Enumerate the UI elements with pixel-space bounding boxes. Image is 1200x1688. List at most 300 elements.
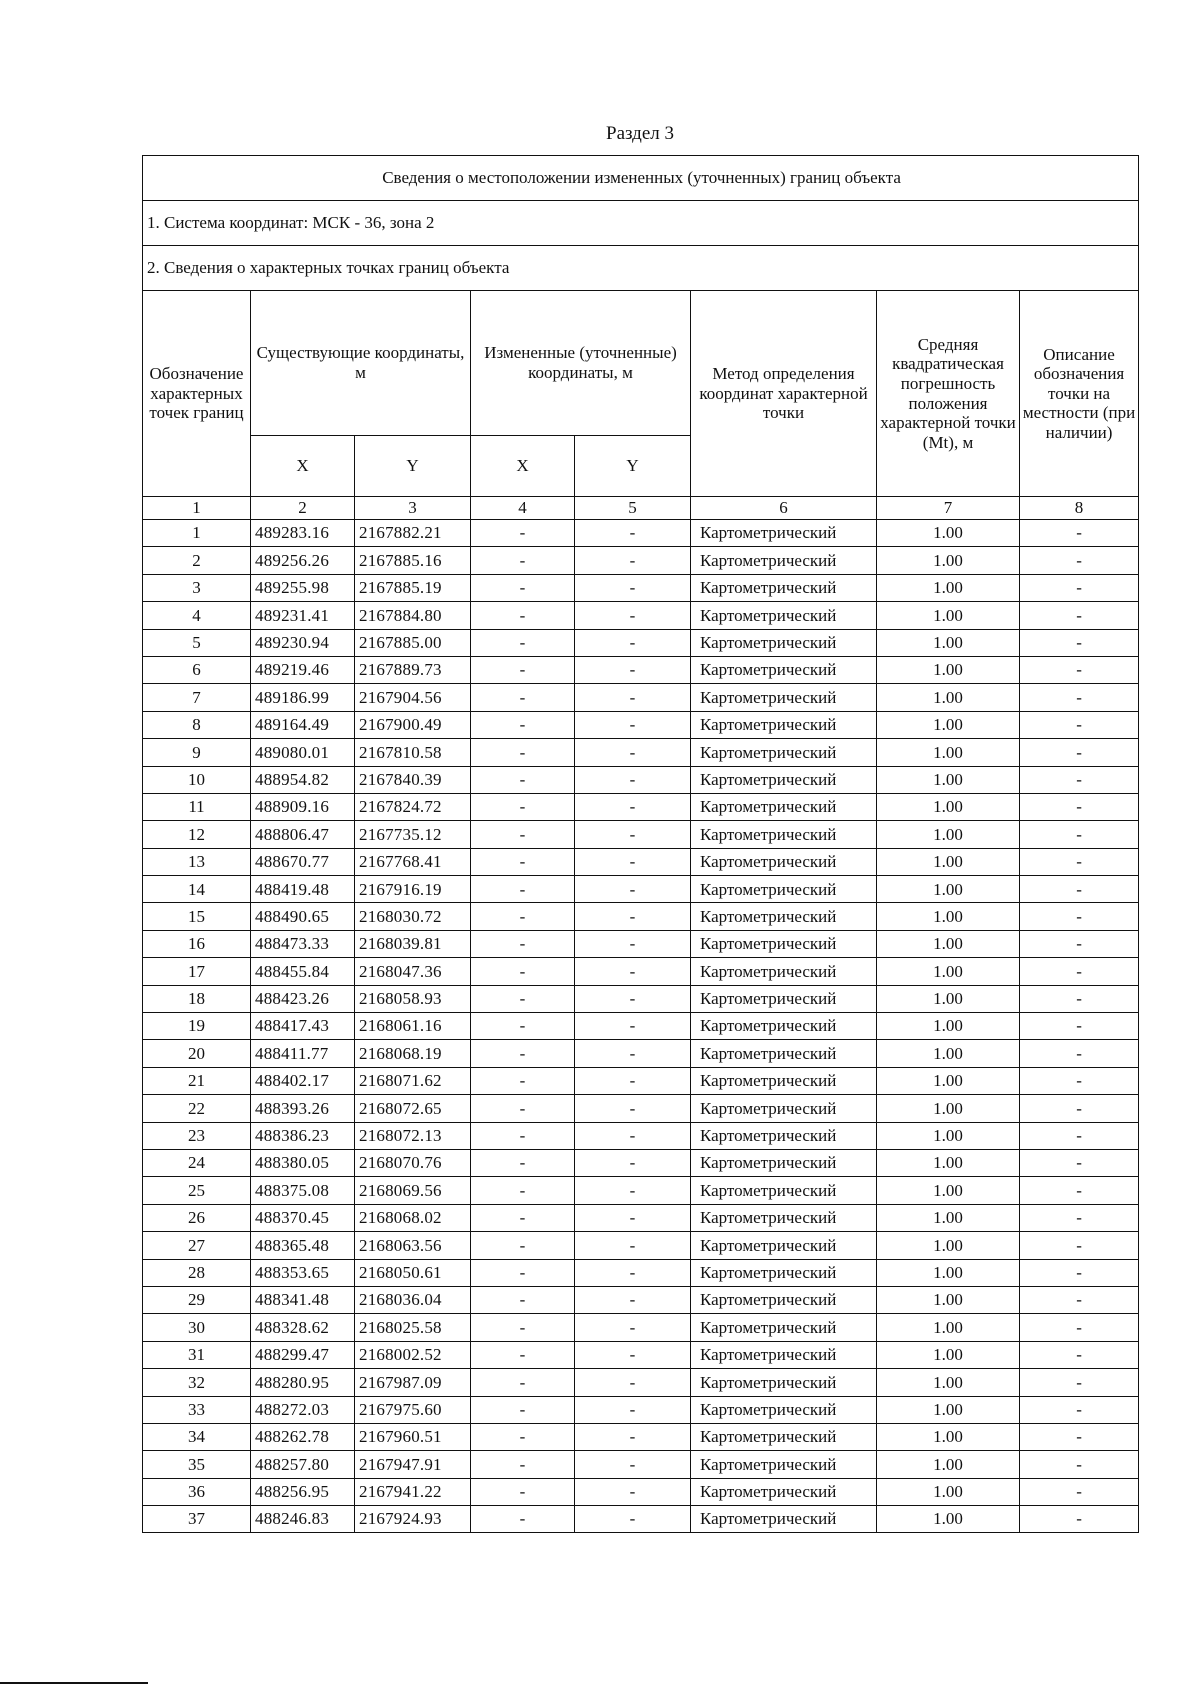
cell-changed-y: - [575,1177,691,1204]
cell-accuracy: 1.00 [877,520,1020,547]
cell-existing-x: 488806.47 [251,821,355,848]
cell-point-number: 5 [143,629,251,656]
cell-point-number: 10 [143,766,251,793]
cell-point-number: 33 [143,1396,251,1423]
cell-description: - [1020,520,1139,547]
column-number: 8 [1020,497,1139,520]
cell-changed-y: - [575,958,691,985]
cell-existing-x: 488365.48 [251,1232,355,1259]
cell-existing-y: 2168069.56 [355,1177,471,1204]
table-row [143,1423,1139,1450]
cell-changed-y: - [575,1095,691,1122]
cell-changed-x: - [471,1451,575,1478]
column-number: 3 [355,497,471,520]
cell-method: Картометрический [691,602,877,629]
cell-existing-x: 488954.82 [251,766,355,793]
column-headers [143,291,1139,497]
cell-changed-y: - [575,930,691,957]
cell-changed-y: - [575,1067,691,1094]
cell-accuracy: 1.00 [877,1013,1020,1040]
cell-method: Картометрический [691,547,877,574]
cell-method: Картометрический [691,1149,877,1176]
cell-changed-x: - [471,930,575,957]
cell-changed-x: - [471,684,575,711]
cell-method: Картометрический [691,876,877,903]
cell-accuracy: 1.00 [877,1451,1020,1478]
coord-system-row: 1. Система координат: МСК - 36, зона 2 [143,201,1139,246]
cell-accuracy: 1.00 [877,1341,1020,1368]
cell-existing-x: 488256.95 [251,1478,355,1505]
cell-existing-x: 488670.77 [251,848,355,875]
header-point-designation: Обозначение характерных точек границ [143,291,251,497]
cell-point-number: 21 [143,1067,251,1094]
cell-point-number: 1 [143,520,251,547]
cell-accuracy: 1.00 [877,1067,1020,1094]
cell-accuracy: 1.00 [877,547,1020,574]
table-row [143,1095,1139,1122]
cell-method: Картометрический [691,1122,877,1149]
cell-existing-x: 489230.94 [251,629,355,656]
cell-point-number: 22 [143,1095,251,1122]
table-body [143,520,1139,1533]
cell-description: - [1020,1286,1139,1313]
cell-existing-y: 2167884.80 [355,602,471,629]
cell-point-number: 31 [143,1341,251,1368]
table-row [143,1149,1139,1176]
cell-point-number: 3 [143,574,251,601]
column-number: 4 [471,497,575,520]
cell-changed-x: - [471,821,575,848]
cell-method: Картометрический [691,1259,877,1286]
cell-changed-y: - [575,574,691,601]
cell-accuracy: 1.00 [877,656,1020,683]
table-row [143,1067,1139,1094]
cell-existing-x: 488262.78 [251,1423,355,1450]
boundary-points-table [142,155,1139,1533]
cell-existing-y: 2168058.93 [355,985,471,1012]
table-row [143,547,1139,574]
cell-accuracy: 1.00 [877,1095,1020,1122]
table-row [143,876,1139,903]
cell-accuracy: 1.00 [877,1314,1020,1341]
cell-method: Картометрический [691,1040,877,1067]
header-description: Описание обозначения точки на местности (при наличии) [1020,291,1139,497]
cell-accuracy: 1.00 [877,629,1020,656]
cell-method: Картометрический [691,930,877,957]
cell-changed-y: - [575,629,691,656]
table-row [143,793,1139,820]
cell-existing-y: 2167975.60 [355,1396,471,1423]
cell-description: - [1020,1122,1139,1149]
cell-description: - [1020,1369,1139,1396]
cell-accuracy: 1.00 [877,1149,1020,1176]
cell-existing-y: 2167885.16 [355,547,471,574]
cell-changed-y: - [575,985,691,1012]
column-number: 5 [575,497,691,520]
cell-point-number: 27 [143,1232,251,1259]
cell-changed-y: - [575,903,691,930]
cell-existing-y: 2167987.09 [355,1369,471,1396]
cell-accuracy: 1.00 [877,1396,1020,1423]
cell-point-number: 14 [143,876,251,903]
table-row [143,821,1139,848]
cell-changed-x: - [471,1122,575,1149]
cell-description: - [1020,985,1139,1012]
cell-point-number: 15 [143,903,251,930]
cell-changed-x: - [471,1013,575,1040]
cell-method: Картометрический [691,1451,877,1478]
cell-method: Картометрический [691,1314,877,1341]
cell-existing-x: 488257.80 [251,1451,355,1478]
column-numbers [143,497,1139,520]
cell-method: Картометрический [691,520,877,547]
cell-existing-y: 2167885.00 [355,629,471,656]
cell-method: Картометрический [691,958,877,985]
cell-existing-x: 488490.65 [251,903,355,930]
cell-description: - [1020,1423,1139,1450]
cell-changed-x: - [471,1067,575,1094]
cell-accuracy: 1.00 [877,1478,1020,1505]
cell-changed-x: - [471,876,575,903]
cell-point-number: 29 [143,1286,251,1313]
cell-description: - [1020,547,1139,574]
cell-existing-y: 2168047.36 [355,958,471,985]
cell-method: Картометрический [691,1286,877,1313]
header-changed-x: X [471,436,575,497]
cell-method: Картометрический [691,985,877,1012]
cell-changed-x: - [471,985,575,1012]
header-changed-coords: Измененные (уточненные) координаты, м [471,291,691,436]
cell-changed-y: - [575,1040,691,1067]
table-row [143,1040,1139,1067]
cell-changed-x: - [471,547,575,574]
cell-point-number: 7 [143,684,251,711]
header-method: Метод определения координат характерной точки [691,291,877,497]
cell-existing-x: 488417.43 [251,1013,355,1040]
header-changed-y: Y [575,436,691,497]
cell-accuracy: 1.00 [877,574,1020,601]
cell-changed-x: - [471,1423,575,1450]
cell-changed-y: - [575,876,691,903]
cell-method: Картометрический [691,711,877,738]
cell-existing-x: 488280.95 [251,1369,355,1396]
cell-point-number: 9 [143,739,251,766]
table-row [143,903,1139,930]
cell-description: - [1020,766,1139,793]
cell-accuracy: 1.00 [877,766,1020,793]
cell-method: Картометрический [691,1067,877,1094]
cell-changed-y: - [575,1341,691,1368]
cell-changed-x: - [471,1149,575,1176]
cell-changed-x: - [471,1369,575,1396]
cell-point-number: 16 [143,930,251,957]
cell-existing-y: 2167889.73 [355,656,471,683]
cell-method: Картометрический [691,656,877,683]
cell-description: - [1020,848,1139,875]
cell-description: - [1020,684,1139,711]
table-row [143,739,1139,766]
cell-existing-y: 2167840.39 [355,766,471,793]
cell-accuracy: 1.00 [877,985,1020,1012]
table-row [143,1341,1139,1368]
cell-method: Картометрический [691,793,877,820]
cell-changed-y: - [575,1122,691,1149]
cell-method: Картометрический [691,1478,877,1505]
cell-changed-y: - [575,793,691,820]
table-row [143,1013,1139,1040]
cell-changed-x: - [471,711,575,738]
cell-existing-x: 488299.47 [251,1341,355,1368]
cell-method: Картометрический [691,1423,877,1450]
cell-point-number: 25 [143,1177,251,1204]
cell-changed-y: - [575,1506,691,1533]
cell-accuracy: 1.00 [877,1506,1020,1533]
table-title: Сведения о местоположении измененных (уточненных) границ объекта [143,156,1139,201]
cell-existing-x: 488328.62 [251,1314,355,1341]
table-row [143,1122,1139,1149]
cell-existing-x: 488353.65 [251,1259,355,1286]
cell-method: Картометрический [691,1177,877,1204]
cell-description: - [1020,821,1139,848]
cell-method: Картометрический [691,684,877,711]
table-row [143,602,1139,629]
cell-existing-x: 489080.01 [251,739,355,766]
cell-method: Картометрический [691,1095,877,1122]
cell-description: - [1020,1506,1139,1533]
cell-changed-x: - [471,1478,575,1505]
cell-description: - [1020,1478,1139,1505]
cell-point-number: 13 [143,848,251,875]
cell-existing-y: 2168030.72 [355,903,471,930]
column-number: 1 [143,497,251,520]
cell-existing-y: 2167941.22 [355,1478,471,1505]
cell-changed-x: - [471,1177,575,1204]
cell-accuracy: 1.00 [877,711,1020,738]
cell-point-number: 20 [143,1040,251,1067]
column-number: 7 [877,497,1020,520]
table-row [143,1204,1139,1231]
cell-method: Картометрический [691,574,877,601]
cell-existing-y: 2168061.16 [355,1013,471,1040]
cell-existing-y: 2168068.02 [355,1204,471,1231]
cell-point-number: 2 [143,547,251,574]
cell-changed-x: - [471,1314,575,1341]
cell-changed-x: - [471,1286,575,1313]
cell-existing-x: 488375.08 [251,1177,355,1204]
cell-point-number: 6 [143,656,251,683]
cell-point-number: 12 [143,821,251,848]
cell-existing-y: 2167900.49 [355,711,471,738]
cell-existing-y: 2167768.41 [355,848,471,875]
cell-changed-x: - [471,1341,575,1368]
cell-existing-y: 2168072.13 [355,1122,471,1149]
table-row [143,1259,1139,1286]
cell-method: Картометрический [691,821,877,848]
cell-point-number: 30 [143,1314,251,1341]
cell-accuracy: 1.00 [877,930,1020,957]
cell-existing-y: 2168068.19 [355,1040,471,1067]
cell-description: - [1020,1067,1139,1094]
cell-accuracy: 1.00 [877,739,1020,766]
points-header-row: 2. Сведения о характерных точках границ объекта [143,246,1139,291]
cell-point-number: 19 [143,1013,251,1040]
cell-existing-x: 488423.26 [251,985,355,1012]
cell-changed-y: - [575,1451,691,1478]
cell-accuracy: 1.00 [877,958,1020,985]
cell-point-number: 8 [143,711,251,738]
bottom-rule [0,1682,148,1684]
cell-changed-y: - [575,602,691,629]
cell-accuracy: 1.00 [877,848,1020,875]
cell-description: - [1020,1149,1139,1176]
cell-description: - [1020,1013,1139,1040]
cell-changed-x: - [471,793,575,820]
table-row [143,1286,1139,1313]
cell-description: - [1020,1451,1139,1478]
cell-existing-y: 2168063.56 [355,1232,471,1259]
cell-existing-y: 2167904.56 [355,684,471,711]
cell-method: Картометрический [691,1506,877,1533]
cell-accuracy: 1.00 [877,876,1020,903]
cell-existing-x: 488455.84 [251,958,355,985]
cell-changed-y: - [575,1286,691,1313]
cell-description: - [1020,876,1139,903]
cell-method: Картометрический [691,1204,877,1231]
cell-changed-y: - [575,1149,691,1176]
header-existing-x: X [251,436,355,497]
cell-changed-y: - [575,1423,691,1450]
cell-changed-y: - [575,520,691,547]
cell-changed-y: - [575,1396,691,1423]
cell-changed-y: - [575,1369,691,1396]
cell-existing-y: 2168050.61 [355,1259,471,1286]
cell-method: Картометрический [691,1232,877,1259]
cell-existing-x: 489255.98 [251,574,355,601]
header-existing-coords: Существующие координаты, м [251,291,471,436]
table-row [143,766,1139,793]
cell-changed-y: - [575,547,691,574]
cell-changed-x: - [471,1232,575,1259]
cell-description: - [1020,958,1139,985]
cell-description: - [1020,1314,1139,1341]
table-row [143,656,1139,683]
cell-description: - [1020,903,1139,930]
cell-description: - [1020,629,1139,656]
cell-existing-y: 2167947.91 [355,1451,471,1478]
cell-changed-x: - [471,1040,575,1067]
header-existing-y: Y [355,436,471,497]
cell-changed-x: - [471,1396,575,1423]
cell-existing-x: 488370.45 [251,1204,355,1231]
cell-accuracy: 1.00 [877,903,1020,930]
cell-changed-x: - [471,1506,575,1533]
cell-accuracy: 1.00 [877,1286,1020,1313]
cell-description: - [1020,574,1139,601]
cell-changed-y: - [575,1259,691,1286]
cell-point-number: 11 [143,793,251,820]
column-number: 6 [691,497,877,520]
cell-existing-x: 488411.77 [251,1040,355,1067]
cell-existing-x: 488473.33 [251,930,355,957]
cell-existing-y: 2167735.12 [355,821,471,848]
cell-point-number: 28 [143,1259,251,1286]
cell-existing-y: 2168002.52 [355,1341,471,1368]
cell-changed-y: - [575,821,691,848]
cell-description: - [1020,1204,1139,1231]
cell-changed-y: - [575,848,691,875]
cell-accuracy: 1.00 [877,1259,1020,1286]
table-row [143,848,1139,875]
cell-method: Картометрический [691,1369,877,1396]
cell-existing-y: 2168039.81 [355,930,471,957]
cell-description: - [1020,1040,1139,1067]
table-row [143,1451,1139,1478]
cell-method: Картометрический [691,903,877,930]
cell-point-number: 18 [143,985,251,1012]
cell-changed-y: - [575,766,691,793]
cell-point-number: 24 [143,1149,251,1176]
cell-existing-y: 2167924.93 [355,1506,471,1533]
cell-changed-y: - [575,1232,691,1259]
cell-existing-y: 2167885.19 [355,574,471,601]
cell-existing-x: 488272.03 [251,1396,355,1423]
table-row [143,985,1139,1012]
cell-method: Картометрический [691,848,877,875]
table-row [143,574,1139,601]
table-row [143,711,1139,738]
cell-existing-y: 2168072.65 [355,1095,471,1122]
column-number: 2 [251,497,355,520]
cell-existing-y: 2167960.51 [355,1423,471,1450]
cell-accuracy: 1.00 [877,602,1020,629]
cell-method: Картометрический [691,739,877,766]
cell-existing-x: 489231.41 [251,602,355,629]
cell-existing-y: 2167810.58 [355,739,471,766]
cell-description: - [1020,739,1139,766]
cell-changed-x: - [471,739,575,766]
cell-changed-x: - [471,1259,575,1286]
cell-existing-y: 2168036.04 [355,1286,471,1313]
table-row [143,629,1139,656]
cell-accuracy: 1.00 [877,684,1020,711]
cell-description: - [1020,1177,1139,1204]
cell-changed-x: - [471,958,575,985]
table-row [143,1369,1139,1396]
cell-point-number: 37 [143,1506,251,1533]
cell-description: - [1020,1396,1139,1423]
cell-description: - [1020,1259,1139,1286]
cell-existing-x: 488419.48 [251,876,355,903]
table-row [143,1177,1139,1204]
table-row [143,684,1139,711]
cell-point-number: 35 [143,1451,251,1478]
cell-accuracy: 1.00 [877,1232,1020,1259]
cell-point-number: 34 [143,1423,251,1450]
cell-method: Картометрический [691,1341,877,1368]
cell-description: - [1020,1095,1139,1122]
cell-accuracy: 1.00 [877,1040,1020,1067]
cell-accuracy: 1.00 [877,1369,1020,1396]
cell-description: - [1020,930,1139,957]
cell-existing-x: 489219.46 [251,656,355,683]
cell-point-number: 26 [143,1204,251,1231]
cell-changed-y: - [575,656,691,683]
cell-changed-x: - [471,629,575,656]
cell-accuracy: 1.00 [877,821,1020,848]
header-accuracy: Средняя квадратическая погрешность положения характерной точки (Mt), м [877,291,1020,497]
cell-accuracy: 1.00 [877,793,1020,820]
cell-existing-x: 488386.23 [251,1122,355,1149]
